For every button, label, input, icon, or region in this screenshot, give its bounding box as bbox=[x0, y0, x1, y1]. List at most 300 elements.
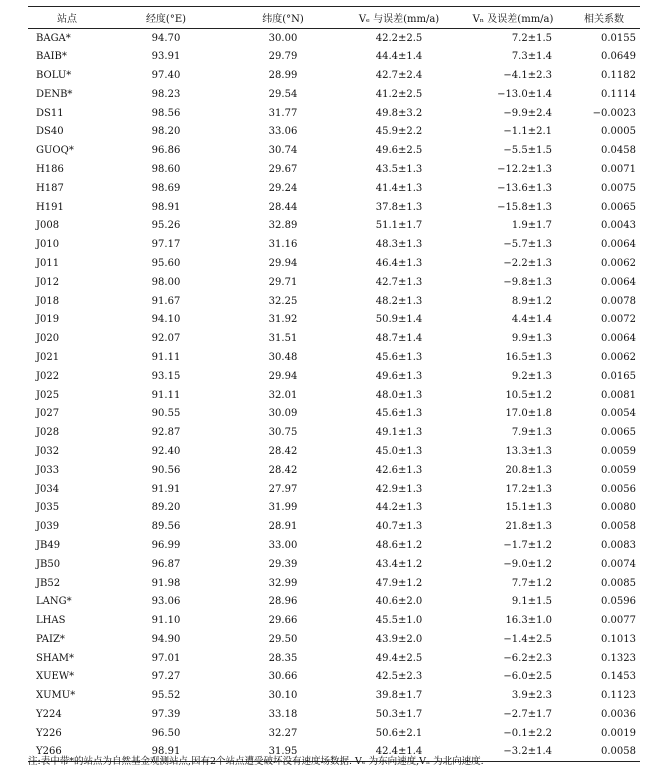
table-row bbox=[28, 160, 640, 179]
site-cell: H187 bbox=[36, 182, 64, 194]
east-velocity-cell: 42.2±2.5 bbox=[375, 32, 423, 44]
north-velocity-value: 10.5±1.2 bbox=[505, 389, 552, 401]
site-cell: J021 bbox=[36, 351, 60, 363]
site-cell: DS40 bbox=[36, 126, 64, 138]
north-velocity-cell bbox=[458, 423, 568, 442]
east-velocity-cell: 44.2±1.3 bbox=[375, 502, 423, 514]
table-row bbox=[28, 29, 640, 48]
north-velocity-value: 8.9±1.2 bbox=[511, 295, 552, 307]
latitude-cell: 32.25 bbox=[268, 295, 298, 307]
north-velocity-cell bbox=[458, 85, 568, 104]
north-velocity-cell bbox=[458, 292, 568, 311]
correlation-cell: 0.1123 bbox=[601, 690, 636, 702]
correlation-cell: 0.0075 bbox=[601, 182, 636, 194]
north-velocity-value: −12.2±1.3 bbox=[497, 163, 552, 175]
site-cell: LANG* bbox=[36, 596, 72, 608]
table-row bbox=[28, 66, 640, 85]
header-north-velocity: Vₙ 及误差(mm/a) bbox=[458, 7, 568, 29]
north-velocity-value: 7.3±1.4 bbox=[511, 51, 552, 63]
north-velocity-value: −2.2±1.3 bbox=[503, 257, 552, 269]
latitude-cell: 27.97 bbox=[268, 483, 298, 495]
latitude-cell: 29.66 bbox=[268, 615, 298, 627]
longitude-cell: 94.70 bbox=[151, 32, 181, 44]
table-row bbox=[28, 254, 640, 273]
correlation-cell: 0.0155 bbox=[601, 32, 636, 44]
north-velocity-value: 9.9±1.3 bbox=[511, 333, 552, 345]
site-cell: PAIZ* bbox=[36, 633, 65, 645]
latitude-cell: 29.50 bbox=[268, 633, 298, 645]
correlation-cell: 0.1114 bbox=[601, 88, 636, 100]
correlation-cell: 0.0056 bbox=[601, 483, 636, 495]
longitude-cell: 95.52 bbox=[151, 690, 181, 702]
latitude-cell: 32.99 bbox=[268, 577, 298, 589]
site-cell: J022 bbox=[36, 370, 60, 382]
site-cell: J035 bbox=[36, 502, 60, 514]
north-velocity-cell bbox=[458, 498, 568, 517]
latitude-cell: 33.00 bbox=[268, 539, 298, 551]
north-velocity-cell bbox=[458, 517, 568, 536]
table-row bbox=[28, 611, 640, 630]
north-velocity-value: 7.7±1.2 bbox=[511, 577, 552, 589]
site-cell: JB52 bbox=[36, 577, 61, 589]
table-row bbox=[28, 47, 640, 66]
north-velocity-value: 1.9±1.7 bbox=[511, 220, 552, 232]
longitude-cell: 91.91 bbox=[151, 483, 181, 495]
latitude-cell: 30.74 bbox=[268, 145, 298, 157]
east-velocity-cell: 49.6±1.3 bbox=[375, 370, 423, 382]
latitude-cell: 29.94 bbox=[268, 370, 298, 382]
longitude-cell: 93.15 bbox=[151, 370, 181, 382]
site-cell: GUOQ* bbox=[36, 145, 74, 157]
site-cell: Y226 bbox=[36, 727, 62, 739]
table-row bbox=[28, 235, 640, 254]
table-row bbox=[28, 630, 640, 649]
east-velocity-cell: 39.8±1.7 bbox=[375, 690, 423, 702]
site-cell: SHAM* bbox=[36, 652, 75, 664]
table-row bbox=[28, 517, 640, 536]
site-cell: J033 bbox=[36, 464, 60, 476]
east-velocity-cell: 49.6±2.5 bbox=[375, 145, 423, 157]
north-velocity-value: 9.1±1.5 bbox=[511, 596, 552, 608]
north-velocity-value: −3.2±1.4 bbox=[503, 746, 552, 758]
north-velocity-value: −9.0±1.2 bbox=[503, 558, 552, 570]
north-velocity-cell bbox=[458, 611, 568, 630]
east-velocity-cell: 44.4±1.4 bbox=[375, 51, 423, 63]
table-row bbox=[28, 423, 640, 442]
north-velocity-cell bbox=[458, 705, 568, 724]
header-correlation: 相关系数 bbox=[568, 7, 640, 29]
longitude-cell: 96.99 bbox=[151, 539, 181, 551]
east-velocity-cell: 42.6±1.3 bbox=[375, 464, 423, 476]
gps-velocity-table bbox=[28, 6, 640, 762]
north-velocity-value: 21.8±1.3 bbox=[505, 521, 552, 533]
site-cell: Y266 bbox=[28, 743, 106, 762]
table-row bbox=[28, 649, 640, 668]
table-row bbox=[28, 216, 640, 235]
north-velocity-cell bbox=[458, 668, 568, 687]
east-velocity-cell: 42.9±1.3 bbox=[375, 483, 423, 495]
correlation-cell: 0.1013 bbox=[601, 633, 636, 645]
east-velocity-cell: 46.4±1.3 bbox=[375, 257, 423, 269]
latitude-cell: 32.89 bbox=[268, 220, 298, 232]
table-row bbox=[28, 179, 640, 198]
correlation-cell: 0.0074 bbox=[601, 558, 636, 570]
east-velocity-cell: 42.7±2.4 bbox=[375, 69, 423, 81]
east-velocity-cell: 48.0±1.3 bbox=[375, 389, 423, 401]
latitude-cell: 30.48 bbox=[268, 351, 298, 363]
table-row bbox=[28, 592, 640, 611]
site-cell: J011 bbox=[36, 257, 60, 269]
latitude-cell: 31.92 bbox=[268, 314, 298, 326]
latitude-cell: 29.39 bbox=[268, 558, 298, 570]
north-velocity-cell bbox=[458, 367, 568, 386]
north-velocity-cell bbox=[458, 66, 568, 85]
north-velocity-value: 15.1±1.3 bbox=[505, 502, 552, 514]
site-cell: BAIB* bbox=[36, 51, 67, 63]
longitude-cell: 92.40 bbox=[151, 445, 181, 457]
latitude-cell: 29.94 bbox=[268, 257, 298, 269]
latitude-cell: 29.24 bbox=[268, 182, 298, 194]
north-velocity-value: −6.0±2.5 bbox=[503, 671, 552, 683]
north-velocity-cell bbox=[458, 122, 568, 141]
correlation-cell: 0.0005 bbox=[601, 126, 636, 138]
correlation-cell: 0.0071 bbox=[601, 163, 636, 175]
table-row bbox=[28, 104, 640, 123]
table-row bbox=[28, 310, 640, 329]
correlation-cell: 0.0085 bbox=[601, 577, 636, 589]
site-cell: XUEW* bbox=[36, 671, 75, 683]
correlation-cell: 0.0019 bbox=[601, 727, 636, 739]
site-cell: Y224 bbox=[36, 709, 62, 721]
correlation-cell: 0.0165 bbox=[601, 370, 636, 382]
latitude-cell: 32.27 bbox=[268, 727, 298, 739]
site-cell: BAGA* bbox=[36, 32, 71, 44]
latitude-cell: 31.95 bbox=[226, 743, 340, 762]
north-velocity-value: −5.5±1.5 bbox=[503, 145, 552, 157]
latitude-cell: 29.67 bbox=[268, 163, 298, 175]
north-velocity-value: 20.8±1.3 bbox=[505, 464, 552, 476]
east-velocity-cell: 48.7±1.4 bbox=[375, 333, 423, 345]
latitude-cell: 31.77 bbox=[268, 107, 298, 119]
north-velocity-value: 7.2±1.5 bbox=[511, 32, 552, 44]
north-velocity-value: −13.0±1.4 bbox=[497, 88, 552, 100]
north-velocity-cell bbox=[458, 555, 568, 574]
latitude-cell: 30.66 bbox=[268, 671, 298, 683]
correlation-cell: 0.0077 bbox=[601, 615, 636, 627]
north-velocity-value: −0.1±2.2 bbox=[503, 727, 552, 739]
correlation-cell: 0.0064 bbox=[601, 239, 636, 251]
east-velocity-cell: 48.2±1.3 bbox=[375, 295, 423, 307]
correlation-cell: 0.0062 bbox=[601, 257, 636, 269]
correlation-cell: 0.0458 bbox=[601, 145, 636, 157]
correlation-cell: 0.0058 bbox=[568, 743, 640, 762]
longitude-cell: 98.20 bbox=[151, 126, 181, 138]
table-row bbox=[28, 574, 640, 593]
correlation-cell: 0.1323 bbox=[601, 652, 636, 664]
latitude-cell: 31.16 bbox=[268, 239, 298, 251]
longitude-cell: 95.60 bbox=[151, 257, 181, 269]
longitude-cell: 91.11 bbox=[151, 351, 181, 363]
east-velocity-cell: 45.9±2.2 bbox=[375, 126, 423, 138]
site-cell: JB50 bbox=[36, 558, 61, 570]
north-velocity-cell bbox=[458, 442, 568, 461]
north-velocity-cell bbox=[458, 649, 568, 668]
correlation-cell: 0.0036 bbox=[601, 709, 636, 721]
longitude-cell: 96.87 bbox=[151, 558, 181, 570]
table-body bbox=[28, 29, 640, 762]
east-velocity-cell: 48.3±1.3 bbox=[375, 239, 423, 251]
east-velocity-cell: 37.8±1.3 bbox=[375, 201, 423, 213]
east-velocity-cell: 49.8±3.2 bbox=[375, 107, 423, 119]
table-row bbox=[28, 122, 640, 141]
table-row bbox=[28, 348, 640, 367]
site-cell: J039 bbox=[36, 521, 60, 533]
longitude-cell: 98.91 bbox=[151, 201, 181, 213]
correlation-cell: 0.0083 bbox=[601, 539, 636, 551]
north-velocity-cell bbox=[458, 254, 568, 273]
site-cell: XUMU* bbox=[36, 690, 76, 702]
site-cell: BOLU* bbox=[36, 69, 72, 81]
longitude-cell: 98.56 bbox=[151, 107, 181, 119]
north-velocity-value: −9.9±2.4 bbox=[503, 107, 552, 119]
north-velocity-value: 13.3±1.3 bbox=[505, 445, 552, 457]
longitude-cell: 97.01 bbox=[151, 652, 181, 664]
north-velocity-value: 17.0±1.8 bbox=[505, 408, 552, 420]
longitude-cell: 97.40 bbox=[151, 69, 181, 81]
latitude-cell: 30.00 bbox=[268, 32, 298, 44]
north-velocity-cell bbox=[458, 179, 568, 198]
correlation-cell: 0.1182 bbox=[601, 69, 636, 81]
north-velocity-cell bbox=[458, 141, 568, 160]
east-velocity-cell: 43.5±1.3 bbox=[375, 163, 423, 175]
table-row bbox=[28, 461, 640, 480]
table-row bbox=[28, 273, 640, 292]
north-velocity-cell bbox=[458, 310, 568, 329]
latitude-cell: 33.18 bbox=[268, 709, 298, 721]
longitude-cell: 98.60 bbox=[151, 163, 181, 175]
east-velocity-cell: 50.9±1.4 bbox=[375, 314, 423, 326]
site-cell: JB49 bbox=[36, 539, 61, 551]
north-velocity-value: 9.2±1.3 bbox=[511, 370, 552, 382]
north-velocity-cell bbox=[458, 29, 568, 48]
latitude-cell: 28.96 bbox=[268, 596, 298, 608]
site-cell: J018 bbox=[36, 295, 60, 307]
north-velocity-cell bbox=[458, 329, 568, 348]
latitude-cell: 30.75 bbox=[268, 427, 298, 439]
longitude-cell: 97.27 bbox=[151, 671, 181, 683]
longitude-cell: 90.55 bbox=[151, 408, 181, 420]
correlation-cell: 0.0080 bbox=[601, 502, 636, 514]
north-velocity-cell bbox=[458, 724, 568, 743]
correlation-cell: −0.0023 bbox=[592, 107, 636, 119]
header-site: 站点 bbox=[28, 7, 106, 29]
north-velocity-value: −4.1±2.3 bbox=[503, 69, 552, 81]
site-cell: J027 bbox=[36, 408, 60, 420]
longitude-cell: 93.91 bbox=[151, 51, 181, 63]
east-velocity-cell: 43.9±2.0 bbox=[375, 633, 423, 645]
correlation-cell: 0.0078 bbox=[601, 295, 636, 307]
longitude-cell: 96.86 bbox=[151, 145, 181, 157]
table-row bbox=[28, 404, 640, 423]
correlation-cell: 0.0059 bbox=[601, 464, 636, 476]
header-east-velocity: Vₑ 与误差(mm/a) bbox=[340, 7, 458, 29]
north-velocity-cell bbox=[458, 273, 568, 292]
north-velocity-cell bbox=[458, 160, 568, 179]
north-velocity-value: 16.5±1.3 bbox=[505, 351, 552, 363]
latitude-cell: 29.79 bbox=[268, 51, 298, 63]
longitude-cell: 90.56 bbox=[151, 464, 181, 476]
site-cell: J008 bbox=[36, 220, 60, 232]
table-row bbox=[28, 141, 640, 160]
east-velocity-cell: 40.7±1.3 bbox=[375, 521, 423, 533]
latitude-cell: 29.71 bbox=[268, 276, 298, 288]
east-velocity-cell: 45.0±1.3 bbox=[375, 445, 423, 457]
north-velocity-value: −1.7±1.2 bbox=[503, 539, 552, 551]
header-longitude: 经度(°E) bbox=[106, 7, 226, 29]
north-velocity-value: 16.3±1.0 bbox=[505, 615, 552, 627]
table-row bbox=[28, 555, 640, 574]
table-row bbox=[28, 498, 640, 517]
correlation-cell: 0.0058 bbox=[601, 521, 636, 533]
north-velocity-cell bbox=[458, 480, 568, 499]
latitude-cell: 28.42 bbox=[268, 464, 298, 476]
east-velocity-cell: 47.9±1.2 bbox=[375, 577, 423, 589]
table-row bbox=[28, 724, 640, 743]
north-velocity-cell bbox=[458, 461, 568, 480]
longitude-cell: 91.10 bbox=[151, 615, 181, 627]
correlation-cell: 0.0064 bbox=[601, 333, 636, 345]
table-row bbox=[28, 442, 640, 461]
table-footnote: 注:表中带*的站点为自然基金观测站点,因有2个站点遭受破坏没有速度场数据. Vₑ 为东向速度,Vₙ 为北向速度. bbox=[28, 756, 484, 767]
longitude-cell: 98.23 bbox=[151, 88, 181, 100]
longitude-cell: 89.20 bbox=[151, 502, 181, 514]
north-velocity-value: −1.1±2.1 bbox=[503, 126, 552, 138]
correlation-cell: 0.0062 bbox=[601, 351, 636, 363]
latitude-cell: 28.42 bbox=[268, 445, 298, 457]
correlation-cell: 0.0649 bbox=[601, 51, 636, 63]
latitude-cell: 28.91 bbox=[268, 521, 298, 533]
site-cell: LHAS bbox=[36, 615, 66, 627]
site-cell: J012 bbox=[36, 276, 60, 288]
table-row bbox=[28, 85, 640, 104]
header-row bbox=[28, 7, 640, 29]
north-velocity-cell bbox=[458, 235, 568, 254]
latitude-cell: 28.44 bbox=[268, 201, 298, 213]
longitude-cell: 92.87 bbox=[151, 427, 181, 439]
site-cell: J010 bbox=[36, 239, 60, 251]
site-cell: H186 bbox=[36, 163, 64, 175]
east-velocity-cell: 45.6±1.3 bbox=[375, 408, 423, 420]
longitude-cell: 96.50 bbox=[151, 727, 181, 739]
north-velocity-value: −15.8±1.3 bbox=[497, 201, 552, 213]
north-velocity-value: 7.9±1.3 bbox=[511, 427, 552, 439]
table-row bbox=[28, 536, 640, 555]
site-cell: J019 bbox=[36, 314, 60, 326]
east-velocity-cell: 42.4±1.4 bbox=[340, 743, 458, 762]
table-header bbox=[28, 7, 640, 29]
table-row bbox=[28, 367, 640, 386]
table-row bbox=[28, 386, 640, 405]
longitude-cell: 94.10 bbox=[151, 314, 181, 326]
east-velocity-cell: 43.4±1.2 bbox=[375, 558, 423, 570]
east-velocity-cell: 45.5±1.0 bbox=[375, 615, 423, 627]
north-velocity-value: −5.7±1.3 bbox=[503, 239, 552, 251]
site-cell: J025 bbox=[36, 389, 60, 401]
latitude-cell: 33.06 bbox=[268, 126, 298, 138]
north-velocity-value: −9.8±1.3 bbox=[503, 276, 552, 288]
latitude-cell: 30.10 bbox=[268, 690, 298, 702]
north-velocity-cell bbox=[458, 574, 568, 593]
north-velocity-value: −6.2±2.3 bbox=[503, 652, 552, 664]
east-velocity-cell: 42.5±2.3 bbox=[375, 671, 423, 683]
site-cell: J034 bbox=[36, 483, 60, 495]
north-velocity-cell bbox=[458, 216, 568, 235]
longitude-cell: 91.67 bbox=[151, 295, 181, 307]
east-velocity-cell: 49.4±2.5 bbox=[375, 652, 423, 664]
latitude-cell: 28.99 bbox=[268, 69, 298, 81]
north-velocity-value: −1.4±2.5 bbox=[503, 633, 552, 645]
table-row bbox=[28, 292, 640, 311]
east-velocity-cell: 50.3±1.7 bbox=[375, 709, 423, 721]
latitude-cell: 29.54 bbox=[268, 88, 298, 100]
site-cell: J028 bbox=[36, 427, 60, 439]
correlation-cell: 0.0054 bbox=[601, 408, 636, 420]
north-velocity-value: −2.7±1.7 bbox=[503, 709, 552, 721]
longitude-cell: 98.91 bbox=[106, 743, 226, 762]
correlation-cell: 0.0596 bbox=[601, 596, 636, 608]
latitude-cell: 31.51 bbox=[268, 333, 298, 345]
east-velocity-cell: 50.6±2.1 bbox=[375, 727, 423, 739]
correlation-cell: 0.0059 bbox=[601, 445, 636, 457]
longitude-cell: 91.98 bbox=[151, 577, 181, 589]
table-row bbox=[28, 686, 640, 705]
east-velocity-cell: 45.6±1.3 bbox=[375, 351, 423, 363]
north-velocity-value: −13.6±1.3 bbox=[497, 182, 552, 194]
longitude-cell: 89.56 bbox=[151, 521, 181, 533]
east-velocity-cell: 41.4±1.3 bbox=[375, 182, 423, 194]
latitude-cell: 31.99 bbox=[268, 502, 298, 514]
table-row bbox=[28, 198, 640, 217]
longitude-cell: 91.11 bbox=[151, 389, 181, 401]
correlation-cell: 0.0065 bbox=[601, 427, 636, 439]
longitude-cell: 98.00 bbox=[151, 276, 181, 288]
site-cell: J032 bbox=[36, 445, 60, 457]
north-velocity-value: 17.2±1.3 bbox=[505, 483, 552, 495]
latitude-cell: 30.09 bbox=[268, 408, 298, 420]
north-velocity-cell bbox=[458, 386, 568, 405]
table-row bbox=[28, 668, 640, 687]
latitude-cell: 32.01 bbox=[268, 389, 298, 401]
latitude-cell: 28.35 bbox=[268, 652, 298, 664]
east-velocity-cell: 51.1±1.7 bbox=[375, 220, 423, 232]
table-row bbox=[28, 480, 640, 499]
east-velocity-cell: 42.7±1.3 bbox=[375, 276, 423, 288]
site-cell: J020 bbox=[36, 333, 60, 345]
site-cell: DS11 bbox=[36, 107, 64, 119]
north-velocity-cell bbox=[458, 536, 568, 555]
longitude-cell: 98.69 bbox=[151, 182, 181, 194]
east-velocity-cell: 48.6±1.2 bbox=[375, 539, 423, 551]
east-velocity-cell: 49.1±1.3 bbox=[375, 427, 423, 439]
correlation-cell: 0.0081 bbox=[601, 389, 636, 401]
longitude-cell: 93.06 bbox=[151, 596, 181, 608]
correlation-cell: 0.0065 bbox=[601, 201, 636, 213]
correlation-cell: 0.1453 bbox=[601, 671, 636, 683]
longitude-cell: 97.39 bbox=[151, 709, 181, 721]
site-cell: H191 bbox=[36, 201, 64, 213]
north-velocity-cell bbox=[458, 404, 568, 423]
north-velocity-cell bbox=[458, 47, 568, 66]
